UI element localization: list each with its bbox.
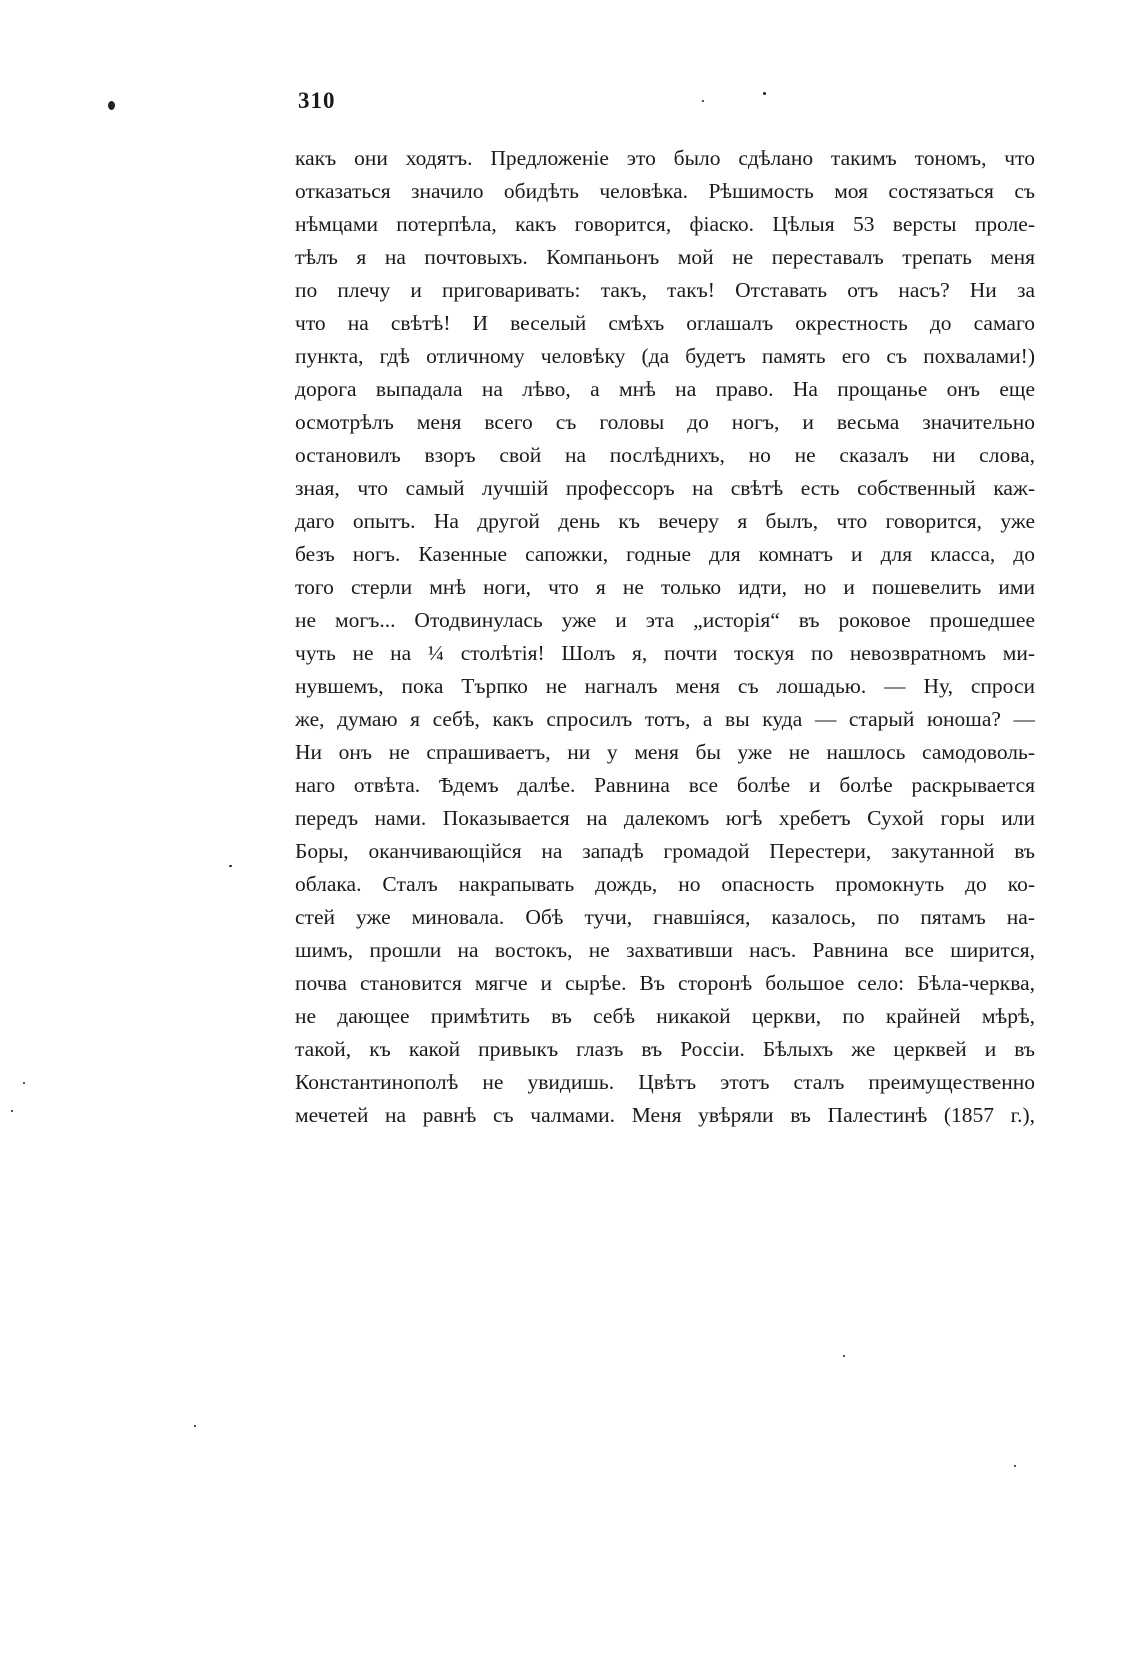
scan-speck bbox=[23, 1082, 25, 1084]
text-line: безъ ногъ. Казенные сапожки, годные для комнатъ и для класса, до bbox=[295, 542, 1035, 566]
text-line: дорога выпадала на лѣво, а мнѣ на право. На прощанье онъ еще bbox=[295, 377, 1035, 401]
text-line: остановилъ взоръ свой на послѣднихъ, но не сказалъ ни слова, bbox=[295, 443, 1035, 467]
scan-speck bbox=[229, 865, 232, 867]
text-line: почва становится мягче и сырѣе. Въ сторонѣ большое село: Бѣла-черква, bbox=[295, 971, 1035, 995]
text-line: нѣмцами потерпѣла, какъ говорится, фіаско. Цѣлыя 53 версты проле- bbox=[295, 212, 1035, 236]
text-line: даго опытъ. На другой день къ вечеру я былъ, что говорится, уже bbox=[295, 509, 1035, 533]
scan-speck bbox=[702, 100, 704, 102]
text-line: не могъ... Отодвинулась уже и эта „исторія“ въ роковое прошедшее bbox=[295, 608, 1035, 632]
body-text bbox=[295, 142, 1035, 1132]
scan-speck bbox=[1014, 1465, 1016, 1467]
text-line: облака. Сталъ накрапывать дождь, но опасность промокнуть до ко- bbox=[295, 872, 1035, 896]
text-line: стей уже миновала. Обѣ тучи, гнавшіяся, казалось, по пятамъ на- bbox=[295, 905, 1035, 929]
text-line: Ни онъ не спрашиваетъ, ни у меня бы уже не нашлось самодоволь- bbox=[295, 740, 1035, 764]
scan-speck bbox=[763, 92, 766, 95]
scan-speck bbox=[194, 1425, 196, 1427]
text-line: не дающее примѣтить въ себѣ никакой церкви, по крайней мѣрѣ, bbox=[295, 1004, 1035, 1028]
text-line: передъ нами. Показывается на далекомъ югѣ хребетъ Сухой горы или bbox=[295, 806, 1035, 830]
page-number: 310 bbox=[298, 88, 336, 113]
scan-speck bbox=[108, 101, 115, 110]
text-line: отказаться значило обидѣть человѣка. Рѣшимость моя состязаться съ bbox=[295, 179, 1035, 203]
text-line: Боры, оканчивающійся на западѣ громадой Перестери, закутанной въ bbox=[295, 839, 1035, 863]
text-line: тѣлъ я на почтовыхъ. Компаньонъ мой не переставалъ трепать меня bbox=[295, 245, 1035, 269]
text-line: наго отвѣта. Ѣдемъ далѣе. Равнина все болѣе и болѣе раскрывается bbox=[295, 773, 1035, 797]
text-line: Константинополѣ не увидишь. Цвѣтъ этотъ сталъ преимущественно bbox=[295, 1070, 1035, 1094]
text-line: какъ они ходятъ. Предложеніе это было сдѣлано такимъ тономъ, что bbox=[295, 146, 1035, 170]
text-line: осмотрѣлъ меня всего съ головы до ногъ, и весьма значительно bbox=[295, 410, 1035, 434]
text-line: нувшемъ, пока Търпко не нагналъ меня съ лошадью. — Ну, спроси bbox=[295, 674, 1035, 698]
scan-speck bbox=[843, 1355, 845, 1357]
text-line: же, думаю я себѣ, какъ спросилъ тотъ, а вы куда — старый юноша? — bbox=[295, 707, 1035, 731]
scan-speck bbox=[11, 1110, 13, 1112]
text-line: того стерли мнѣ ноги, что я не только идти, но и пошевелить ими bbox=[295, 575, 1035, 599]
text-line: пункта, гдѣ отличному человѣку (да будетъ память его съ похвалами!) bbox=[295, 344, 1035, 368]
text-line: зная, что самый лучшій профессоръ на свѣтѣ есть собственный каж- bbox=[295, 476, 1035, 500]
text-line: мечетей на равнѣ съ чалмами. Меня увѣряли въ Палестинѣ (1857 г.), bbox=[295, 1103, 1035, 1127]
text-line: что на свѣтѣ! И веселый смѣхъ оглашалъ окрестность до самаго bbox=[295, 311, 1035, 335]
text-line: по плечу и приговаривать: такъ, такъ! Отставать отъ насъ? Ни за bbox=[295, 278, 1035, 302]
text-line: шимъ, прошли на востокъ, не захвативши насъ. Равнина все ширится, bbox=[295, 938, 1035, 962]
text-line: такой, къ какой привыкъ глазъ въ Россіи. Бѣлыхъ же церквей и въ bbox=[295, 1037, 1035, 1061]
text-line: чуть не на ¼ столѣтія! Шолъ я, почти тоскуя по невозвратномъ ми- bbox=[295, 641, 1035, 665]
